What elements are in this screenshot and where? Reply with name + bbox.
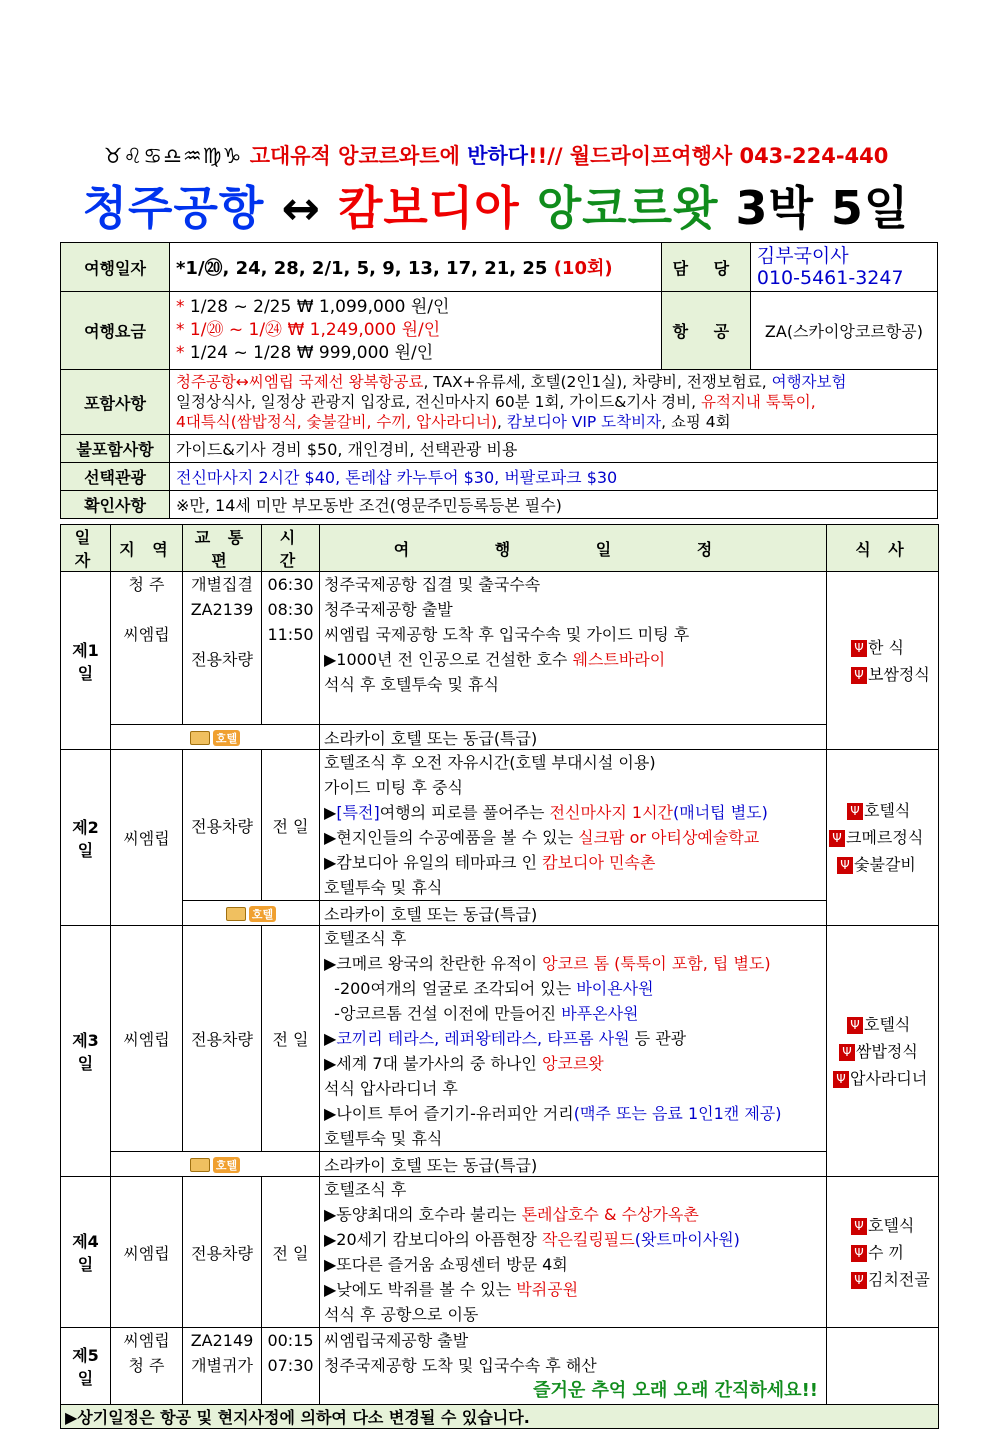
farewell-message: 즐거운 추억 오래 오래 간직하세요!!: [533, 1380, 818, 1401]
day2-meals: Ψ 호텔식 Ψ 크메르정식 Ψ 숯불갈비: [827, 750, 939, 926]
day3-plan: 호텔조식 후 ▶크메르 왕국의 찬란한 유적이 앙코르 톰 (툭툭이 포함, 팁 별도) -200여개의 얼굴로 조각되어 있는 바이욘사원 -앙코르톰 건설 이전에 만들어진 바푸온사원 ▶코끼리 테라스, 레퍼왕테라스, 타프롬 사원 등 관광 ▶세계 7대 불가사의 중 하나인 앙코르왓 석식 압사라디너 후 ▶나이트 투어 즐기기-유러피안 거리(맥주 또는 음료 1인1캔 제공) 호텔투숙 및 휴식: [320, 926, 827, 1152]
schedule-table: [60, 524, 939, 1429]
day4-transport: 전용차량: [183, 1177, 262, 1328]
info-table: [60, 242, 938, 519]
dates-value: *1/⑳, 24, 28, 2/1, 5, 9, 13, 17, 21, 25: [176, 258, 548, 279]
price-label: 여행요금: [61, 292, 170, 370]
day5-meals: [827, 1328, 939, 1405]
day3-transport: 전용차량: [183, 926, 262, 1152]
tagline: [0, 140, 992, 170]
day2-label: 제2일: [61, 750, 111, 926]
day1-regions: 청 주 씨엠립: [111, 572, 183, 725]
day4-plan: 호텔조식 후 ▶동양최대의 호수라 불리는 톤레삽호수 & 수상가옥촌 ▶20세기 캄보디아의 아픔현장 작은킬링필드(왓트마이사원) ▶또다른 즐거움 쇼핑센터 방문 4회 ▶낮에도 박쥐를 볼 수 있는 박쥐공원 석식 후 공항으로 이동: [320, 1177, 827, 1328]
day4-time: 전 일: [262, 1177, 320, 1328]
header-meals: 식 사: [827, 525, 939, 572]
day2-transport: 전용차량: [183, 750, 262, 901]
dates-count: (10회): [553, 258, 613, 279]
optional-value: 전신마사지 2시간 $40, 톤레삽 카누투어 $30, 버팔로파크 $30: [170, 463, 938, 491]
tagline-part2: 반하다: [467, 144, 529, 168]
meal-icon: Ψ: [837, 857, 853, 874]
confirm-label: 확인사항: [61, 491, 170, 519]
day3-time: 전 일: [262, 926, 320, 1152]
dates-cell: [170, 243, 662, 292]
meal-icon: Ψ: [839, 1044, 855, 1061]
airline-value: ZA(스카이앙코르항공): [750, 292, 937, 370]
day1-hotel: 소라카이 호텔 또는 동급(특급): [320, 725, 827, 750]
manager-name: 김부국이사: [756, 245, 849, 267]
meal-icon: Ψ: [847, 803, 863, 820]
day3-meals: Ψ 호텔식 Ψ 쌈밥정식 Ψ 압사라디너: [827, 926, 939, 1177]
meal-icon: Ψ: [829, 830, 845, 847]
price-line: * 1/28 ~ 2/25 ₩ 1,099,000 원/인: [176, 297, 450, 317]
footer-note: ▶상기일정은 항공 및 현지사정에 의하여 다소 변경될 수 있습니다.: [61, 1405, 939, 1429]
price-cell: [170, 292, 662, 370]
day1-label: 제1일: [61, 572, 111, 750]
day4-region: 씨엠립: [111, 1177, 183, 1328]
title-duration: 3박 5일: [735, 181, 910, 235]
meal-icon: Ψ: [833, 1071, 849, 1088]
agency-phone: 043-224-440: [739, 144, 889, 168]
airline-label: 항 공: [661, 292, 750, 370]
tagline-part1: 고대유적 앙코르와트에: [249, 144, 460, 168]
day1-meals: Ψ 한 식 Ψ 보쌈정식: [827, 572, 939, 750]
day1-hotel-icon: 호텔: [111, 725, 320, 750]
header-transport: 교 통 편: [183, 525, 262, 572]
day1-transport: 개별집결 ZA2139 전용차량: [183, 572, 262, 725]
meal-icon: Ψ: [851, 1218, 867, 1235]
day1-plan: 청주국제공항 집결 및 출국수속 청주국제공항 출발 씨엠립 국제공항 도착 후 입국수속 및 가이드 미팅 후 ▶1000년 전 인공으로 건설한 호수 웨스트바라이 석식 후 호텔투숙 및 휴식: [320, 572, 827, 725]
day2-hotel-icon: 호텔: [183, 901, 320, 926]
title-origin: 청주공항: [82, 181, 265, 235]
header-time: 시 간: [262, 525, 320, 572]
day2-time: 전 일: [262, 750, 320, 901]
day5-plan: 씨엠립국제공항 출발 청주국제공항 도착 및 입국수속 후 해산 즐거운 추억 오래 오래 간직하세요!!: [320, 1328, 827, 1405]
confirm-value: ※만, 14세 미만 부모동반 조건(영문주민등록등본 필수): [170, 491, 938, 519]
price-line: * 1/24 ~ 1/28 ₩ 999,000 원/인: [176, 343, 434, 363]
tagline-part3: !!// 월드라이프여행사: [528, 144, 733, 168]
header-day: 일 자: [61, 525, 111, 572]
title-dest: 앙코르왓: [536, 181, 719, 235]
page-title: [0, 172, 992, 238]
header-itinerary: 여 행 일 정: [320, 525, 827, 572]
day3-region: 씨엠립: [111, 926, 183, 1152]
exclude-value: 가이드&기사 경비 $50, 개인경비, 선택관광 비용: [170, 435, 938, 463]
day2-region: 씨엠립: [111, 750, 183, 926]
meal-icon: Ψ: [851, 667, 867, 684]
dates-label: 여행일자: [61, 243, 170, 292]
day4-meals: Ψ 호텔식 Ψ 수 끼 Ψ 김치전골: [827, 1177, 939, 1328]
manager-cell: [750, 243, 937, 292]
meal-icon: Ψ: [851, 640, 867, 657]
exclude-label: 불포함사항: [61, 435, 170, 463]
day3-label: 제3일: [61, 926, 111, 1177]
zodiac-symbols: ♉♌♋♎♒♍♑: [103, 144, 243, 168]
day1-times: 06:30 08:30 11:50: [262, 572, 320, 725]
manager-label: 담 당: [661, 243, 750, 292]
include-label: 포함사항: [61, 370, 170, 435]
meal-icon: Ψ: [851, 1245, 867, 1262]
price-line: * 1/⑳ ~ 1/㉔ ₩ 1,249,000 원/인: [176, 320, 441, 340]
day5-label: 제5일: [61, 1328, 111, 1405]
optional-label: 선택관광: [61, 463, 170, 491]
include-cell: 청주공항↔씨엠립 국제선 왕복항공료, TAX+유류세, 호텔(2인1실), 차량비, 전쟁보험료, 여행자보험 일정상식사, 일정상 관광지 입장료, 전신마사지 60분 1회, 가이드&기사 경비, 유적지내 툭툭이, 4대특식(쌈밥정식, 숯불갈비, 수끼, 압사라디너), 캄보디아 VIP 도착비자, 쇼핑 4회: [170, 370, 938, 435]
day4-label: 제4일: [61, 1177, 111, 1328]
meal-icon: Ψ: [847, 1017, 863, 1034]
day2-plan: 호텔조식 후 오전 자유시간(호텔 부대시설 이용) 가이드 미팅 후 중식 ▶[특전]여행의 피로를 풀어주는 전신마사지 1시간(매너팁 별도) ▶현지인들의 수공예품을 볼 수 있는 실크팜 or 아티상예술학교 ▶캄보디아 유일의 테마파크 인 캄보디아 민속촌 호텔투숙 및 휴식: [320, 750, 827, 901]
day5-transport: ZA2149 개별귀가: [183, 1328, 262, 1405]
manager-phone: 010-5461-3247: [756, 267, 904, 289]
day3-hotel-icon: 호텔: [111, 1152, 320, 1177]
day5-regions: 씨엠립 청 주: [111, 1328, 183, 1405]
title-arrow: ↔: [281, 181, 321, 235]
title-country: 캄보디아: [337, 181, 520, 235]
meal-icon: Ψ: [851, 1272, 867, 1289]
day5-times: 00:15 07:30: [262, 1328, 320, 1405]
day2-hotel: 소라카이 호텔 또는 동급(특급): [320, 901, 827, 926]
day3-hotel: 소라카이 호텔 또는 동급(특급): [320, 1152, 827, 1177]
header-region: 지 역: [111, 525, 183, 572]
